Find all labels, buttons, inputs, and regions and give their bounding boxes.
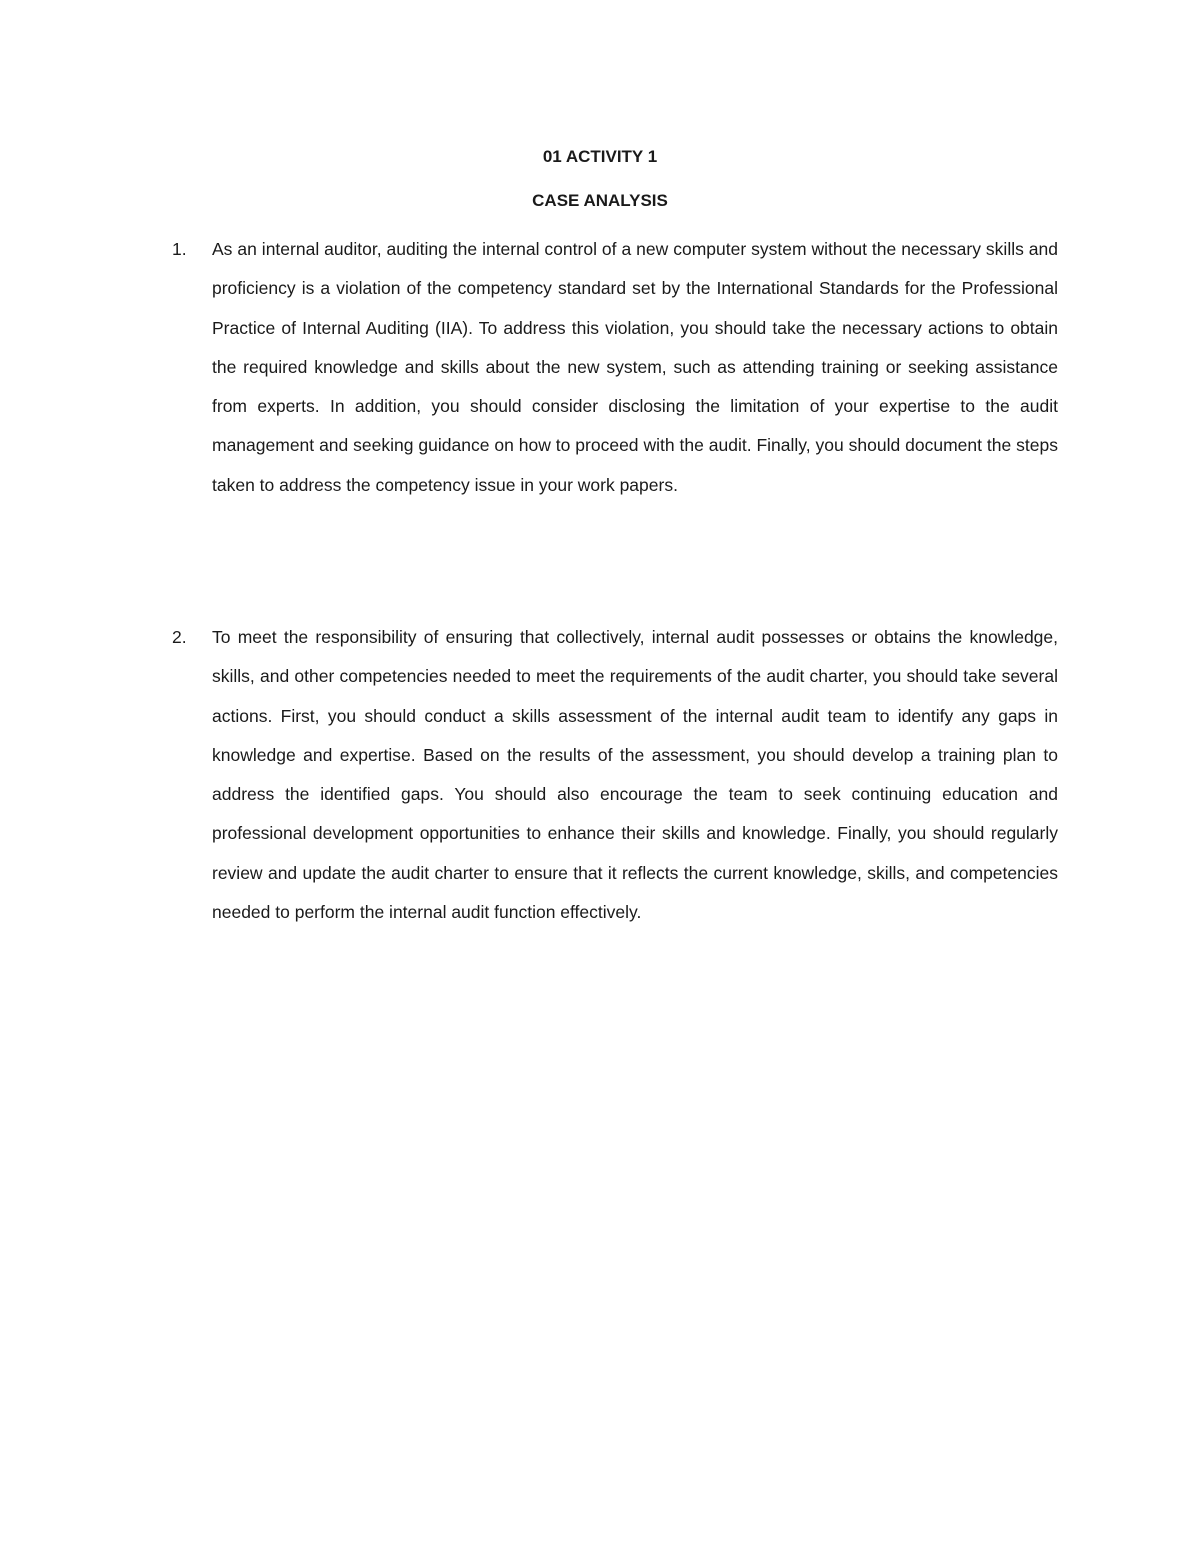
list-item-number: 2. (172, 627, 187, 647)
document-subtitle: CASE ANALYSIS (532, 191, 668, 210)
list-item-number: 1. (172, 239, 187, 259)
list-item-text: As an internal auditor, auditing the internal control of a new computer system without the necessary skills and proficiency is a violation of the competency standard set by the International Standards for the Professional Practice of Internal Auditing (IIA). To address this violation, you should take the necessary actions to obtain the required knowledge and skills about the new system, such as attending training or seeking assistance from experts. In addition, you should consider disclosing the limitation of your expertise to the audit management and seeking guidance on how to proceed with the audit. Finally, you should document the steps taken to address the competency issue in your work papers. (212, 239, 1058, 495)
list-item-text: To meet the responsibility of ensuring that collectively, internal audit possesses or obtains the knowledge, skills, and other competencies needed to meet the requirements of the audit charter, you should take several actions. First, you should conduct a skills assessment of the internal audit team to identify any gaps in knowledge and expertise. Based on the results of the assessment, you should develop a training plan to address the identified gaps. You should also encourage the team to seek continuing education and professional development opportunities to enhance their skills and knowledge. Finally, you should regularly review and update the audit charter to ensure that it reflects the current knowledge, skills, and competencies needed to perform the internal audit function effectively. (212, 627, 1058, 923)
document-title: 01 ACTIVITY 1 (542, 147, 658, 166)
